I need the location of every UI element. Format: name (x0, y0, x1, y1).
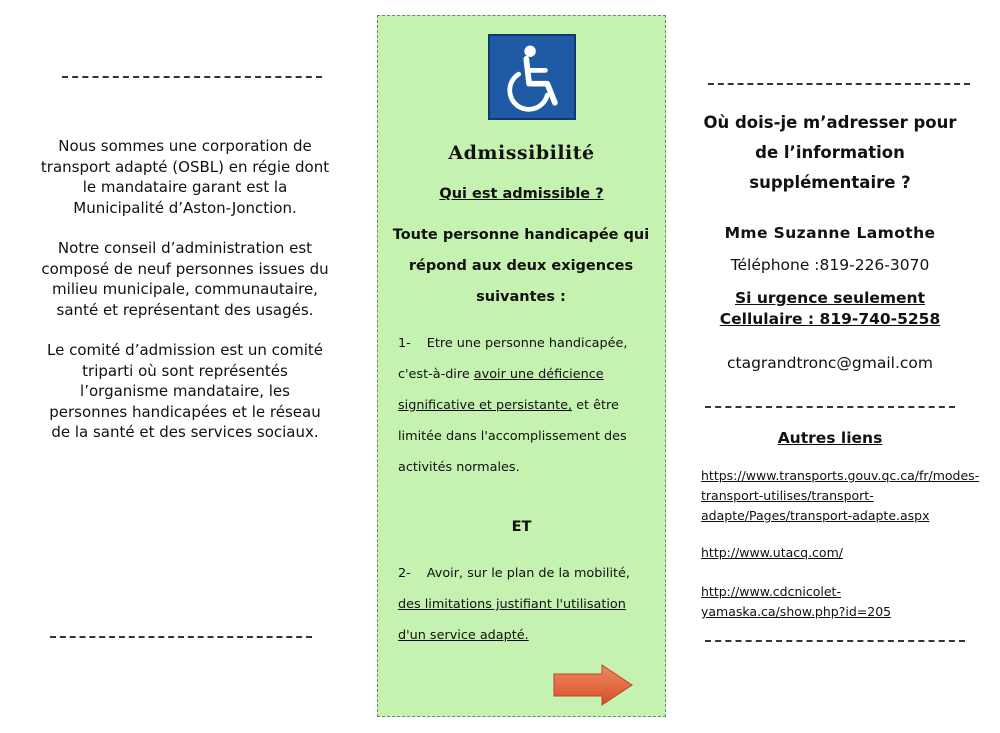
urgent-label: Si urgence seulement (735, 289, 925, 307)
requirement-1-text-underlined: avoir une déficience significative et persistante, (398, 367, 604, 413)
contact-phone: Téléphone :819-226-3070 (730, 256, 930, 274)
committee-paragraph: Le comité d’admission est un comité triparti où sont représentés l’organisme mandataire, les personnes handicapées et le réseau de la santé et des services sociaux. (47, 341, 323, 441)
link-utacq[interactable]: http://www.utacq.com/ (701, 545, 843, 560)
divider-right-top (708, 83, 970, 85)
et-label: ET (511, 519, 532, 535)
contact-email: ctagrandtronc@gmail.com (727, 354, 933, 372)
wheelchair-icon (488, 34, 576, 120)
divider-left-bottom (50, 636, 312, 638)
link-transports-quebec[interactable]: https://www.transports.gouv.qc.ca/fr/modes-transport-utilises/transport-adapte/Pages/transport-adapte.aspx (701, 468, 980, 523)
divider-left-top (62, 76, 322, 78)
divider-right-bottom (705, 640, 965, 642)
contact-name: Mme Suzanne Lamothe (724, 224, 936, 242)
requirement-1-text-b: et être limitée dans l'accomplissement des activités normales. (398, 398, 627, 475)
right-column (700, 108, 960, 372)
admissibility-title: Admissibilité (448, 142, 595, 164)
link-cdc-nicolet[interactable]: http://www.cdcnicolet-yamaska.ca/show.php?id=205 (701, 584, 892, 619)
other-links-title: Autres liens (777, 429, 883, 447)
requirement-1 (398, 328, 654, 483)
admissibility-intro: Toute personne handicapée qui répond aux deux exigences suivantes : (392, 227, 650, 305)
left-column (40, 136, 330, 463)
urgent-block (700, 288, 960, 330)
requirement-2-text-underlined: des limitations justifiant l'utilisation d'un service adapté. (398, 597, 626, 643)
admissibility-subtitle: Qui est admissible ? (439, 186, 604, 202)
requirement-2-text-a: Avoir, sur le plan de la mobilité, (426, 566, 630, 581)
info-question: Où dois-je m’adresser pour de l’information supplémentaire ? (703, 113, 957, 192)
requirement-1-text-a: Etre une personne handicapée, c'est-à-dire (398, 336, 628, 382)
divider-right-middle (705, 406, 955, 408)
requirement-2-number: 2- (398, 566, 411, 581)
requirement-1-number: 1- (398, 336, 411, 351)
right-arrow-icon (552, 663, 634, 707)
board-paragraph: Notre conseil d’administration est composé de neuf personnes issues du milieu municipale, communautaire, santé et représentant des usagés. (41, 239, 329, 319)
intro-paragraph: Nous sommes une corporation de transport adapté (OSBL) en régie dont le mandataire garant est la Municipalité d’Aston-Jonction. (40, 137, 330, 217)
admissibility-panel (377, 15, 666, 717)
requirement-2 (398, 558, 654, 651)
cell-phone: Cellulaire : 819-740-5258 (719, 310, 941, 328)
